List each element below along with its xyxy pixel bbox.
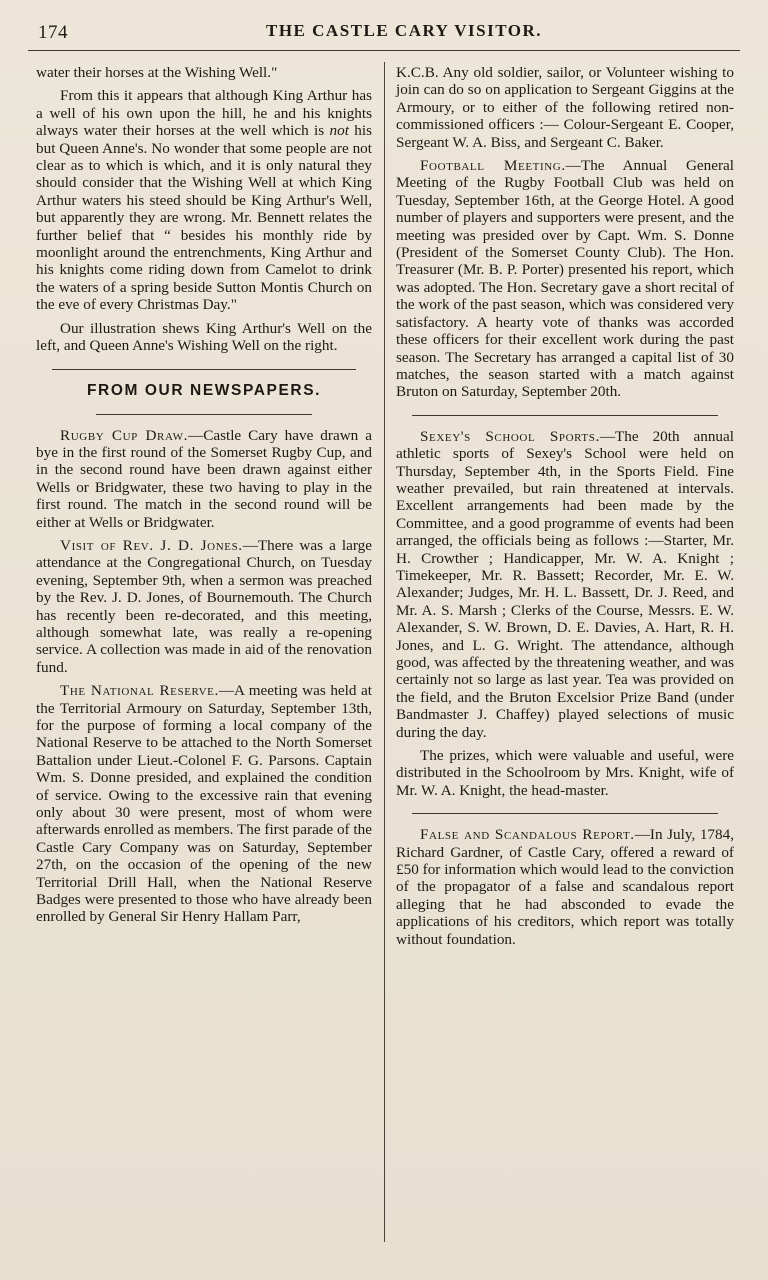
section-divider	[52, 369, 356, 370]
item-divider	[412, 813, 718, 814]
column-divider	[384, 62, 385, 1242]
paragraph-text: From this it appears that although King Arthur has a well of his own upon the hill, he and his knights always water their horses at the well which is	[36, 87, 372, 140]
page-number: 174	[38, 22, 68, 43]
paragraph-text: his but Queen Anne's. No wonder that some people are not clear as to which is which, and it is only natural they should consider that the Wishing Well at which King Arthur waters his steed should be King Arthur's Well, but apparently they are wrong. Mr. Bennett relates the further belief that “ besides his monthly ride by moonlight around the entrenchments, King Arthur and his knights come riding down from Camelot to drink the waters of a spring beside Sutton Montis Church on the eve of every Christmas Day."	[36, 122, 372, 314]
continued-paragraph: water their horses at the Wishing Well."	[36, 64, 278, 81]
heading-underline	[96, 414, 312, 415]
sexeys-sports-item	[396, 428, 734, 741]
false-report-item	[396, 826, 734, 948]
continued-paragraph: K.C.B. Any old soldier, sailor, or Volunteer wishing to join can do so on application to Sergeant Giggins at the Armoury, or to either of the following retired non-commissioned officers :— Colour-Sergeant E. Cooper, Sergeant W. A. Biss, and Sergeant C. Baker.	[396, 64, 734, 151]
item-lead: Rugby Cup Draw.	[60, 426, 189, 444]
right-column	[396, 64, 734, 954]
section-heading: FROM OUR NEWSPAPERS.	[86, 381, 322, 399]
item-body: —Castle Cary have drawn a bye in the first round of the Somerset Rugby Cup, and in the second round have been drawn against either Wells or Bridgwater, these two having to play in the first round. The match in the second round will be either at Wells or Bridgwater.	[36, 426, 372, 531]
item-body: —A meeting was held at the Territorial Armoury on Saturday, September 13th, for the purpose of forming a local company of the National Reserve to be attached to the North Somerset Battalion under Lieut.-Colonel F. G. Parsons. Captain Wm. S. Donne presided, and explained the condition of service. Owing to the excessive rain that evening only about 30 were present, most of whom were afterwards enrolled as members. The first parade of the Castle Cary Company was on Saturday, September 27th, on the occasion of the opening of the new Territorial Drill Hall, when the National Reserve Badges were presented to those who have already been enrolled by General Sir Henry Hallam Parr,	[36, 682, 372, 926]
football-meeting-item	[396, 157, 734, 401]
left-column	[36, 64, 372, 932]
national-reserve-item	[36, 682, 372, 926]
rugby-cup-item	[36, 427, 372, 531]
page-header	[28, 14, 740, 51]
emphasis-text: not	[329, 122, 349, 140]
item-divider	[412, 415, 718, 416]
item-body: —The 20th annual athletic sports of Sexey's School were held on Thursday, September 4th, in the Sports Field. Fine weather prevailed, but rain threatened at intervals. Excellent arrangements had been made by the Committee, and a good programme of events had been arranged, the officials being as follows :—Starter, Mr. H. Crowther ; Handicapper, Mr. W. A. Knight ; Timekeeper, Mr. R. Bassett; Recorder, Mr. E. W. Alexander; Judges, Mr. H. L. Bassett, Dr. J. Reed, and Mr. A. S. Marsh ; Clerks of the Course, Messrs. E. W. Alexander, S. W. Brown, D. E. Davies, A. Hart, R. H. Jones, and L. G. Wright. The attendance, although good, was affected by the threatening weather, and was certainly not so large as last year. Tea was provided on the field, and the Bruton Excelsior Prize Band (under Bandmaster J. Chaffey) played selections of music during the day.	[396, 427, 734, 741]
item-lead: The National Reserve.	[60, 682, 219, 700]
visit-item	[36, 537, 372, 676]
item-lead: False and Scandalous Report.	[420, 826, 635, 844]
prizes-paragraph: The prizes, which were valuable and useful, were distributed in the Schoolroom by Mrs. Knight, wife of Mr. W. A. Knight, the head-master.	[396, 747, 734, 799]
illustration-paragraph: Our illustration shews King Arthur's Well on the left, and Queen Anne's Wishing Well on the right.	[36, 319, 372, 355]
item-lead: Visit of Rev. J. D. Jones.	[60, 536, 243, 554]
running-title: THE CASTLE CARY VISITOR.	[266, 21, 542, 40]
item-body: —In July, 1784, Richard Gardner, of Castle Cary, offered a reward of £50 for information which would lead to the conviction of the propagator of a false and scandalous report alleging that he had absconded to evade the applications of his creditors, which report was totally without foundation.	[396, 826, 734, 948]
item-body: —There was a large attendance at the Congregational Church, on Tuesday evening, September 9th, when a sermon was preached by the Rev. J. D. Jones, of Bournemouth. The Church has recently been re-decorated, and this meeting, although somewhat late, was really a re-opening service. A collection was made in aid of the renovation fund.	[36, 536, 372, 676]
item-lead: Football Meeting.	[420, 157, 566, 175]
item-body: —The Annual General Meeting of the Rugby Football Club was held on Tuesday, September 16th, at the George Hotel. A good number of players and supporters were present, and the meeting was presided over by Capt. Wm. S. Donne (President of the Somerset County Club). The Hon. Treasurer (Mr. B. P. Porter) presented his report, which was adopted. The Hon. Secretary gave a short recital of the work of the past season, which was considered very satisfactory. A hearty vote of thanks was accorded these officers for their excellent work during the past season. The Secretary has arranged a capital list of 30 matches, the season started with a match against Bruton on Saturday, September 20th.	[396, 157, 735, 401]
item-lead: Sexey's School Sports.	[420, 427, 600, 445]
wishing-well-paragraph	[36, 87, 372, 313]
